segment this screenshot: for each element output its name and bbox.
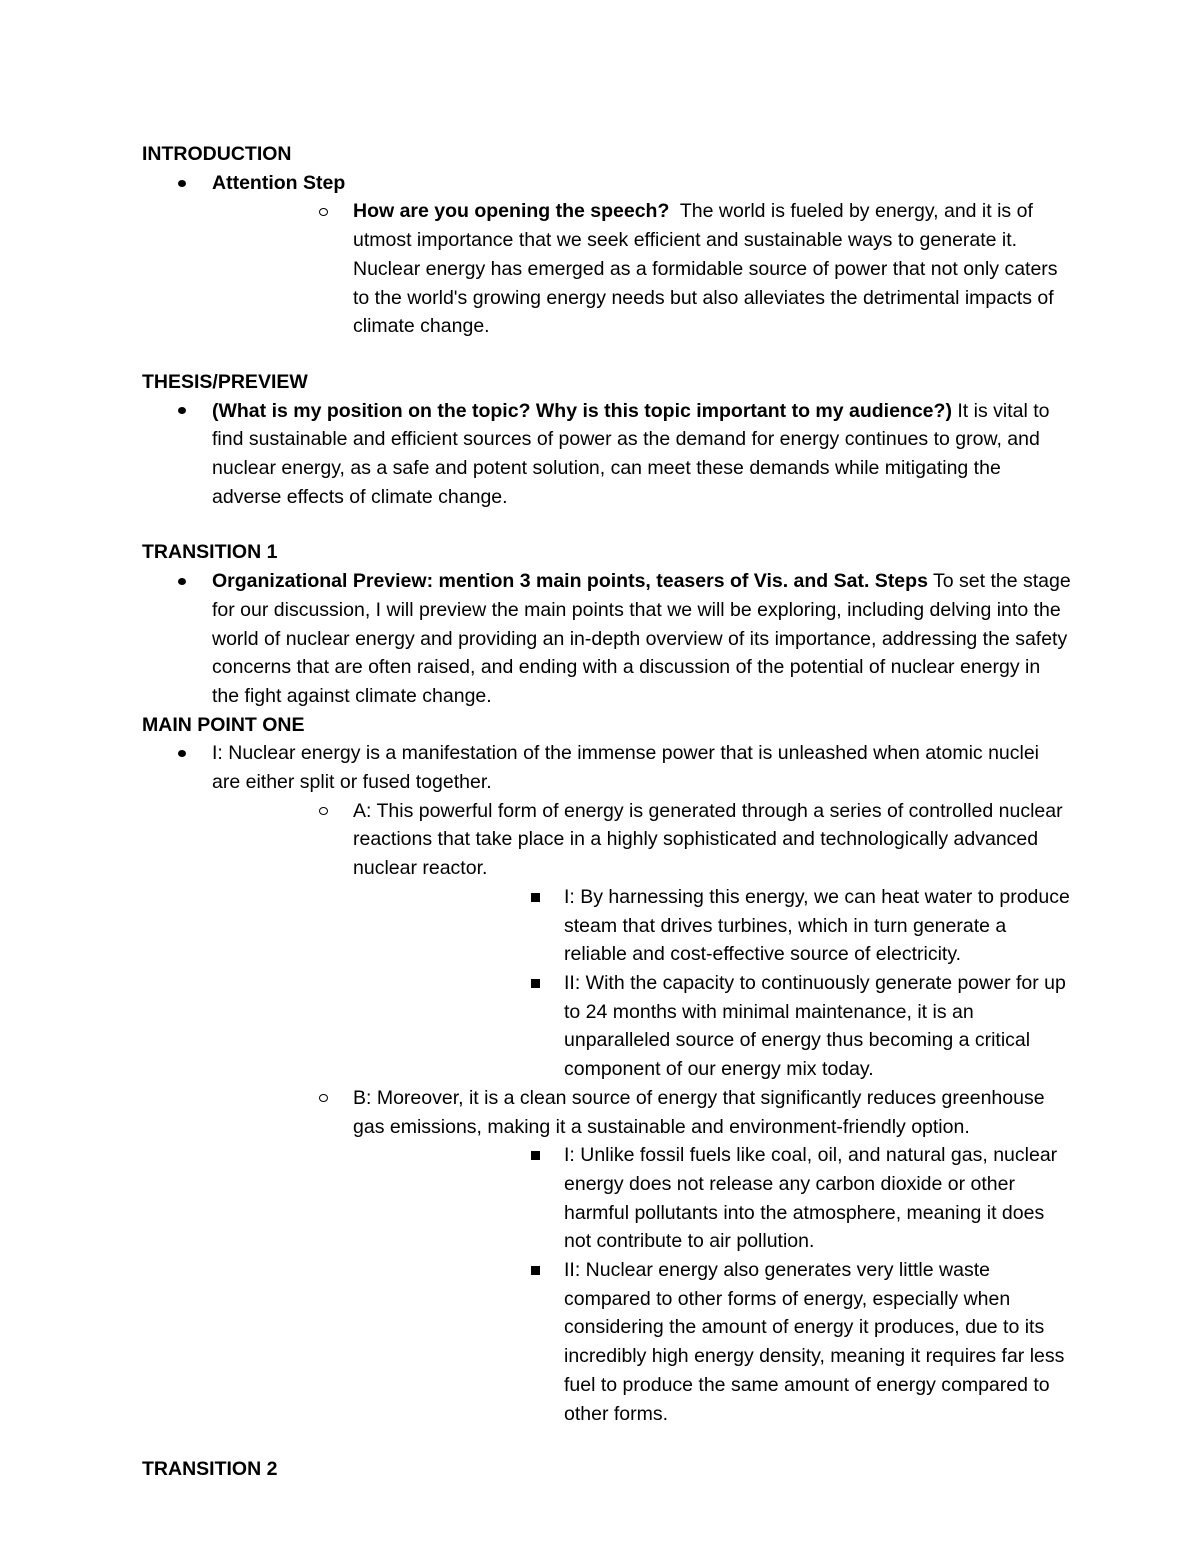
- sub-point-b: [212, 1084, 1072, 1428]
- attention-step-detail: [212, 197, 1072, 341]
- bullet-square-icon: [528, 1256, 542, 1285]
- bullet-square-icon: [528, 969, 542, 998]
- sub-point-a: [212, 797, 1072, 1084]
- document-page: [142, 140, 1072, 1484]
- main-point-one-text: I: Nuclear energy is a manifestation of the immense power that is unleashed when atomic nuclei are either split or fused together.: [212, 742, 1040, 794]
- main-point-one-heading: MAIN POINT ONE: [142, 713, 305, 736]
- attention-step-text: The world is fueled by energy, and it is of utmost importance that we seek efficient and sustainable ways to generate it. Nuclear energy has emerged as a formidable source of power that not only caters to the world's growing energy needs but also alleviates the detrimental impacts of climate change.: [353, 200, 1058, 338]
- sub-point-b-item-2-text: II: Nuclear energy also generates very little waste compared to other forms of energy, especially when considering the amount of energy it produces, due to its incredibly high energy density, meaning it requires far less fuel to produce the same amount of energy compared to other forms.: [564, 1259, 1065, 1425]
- thesis-item: [142, 397, 1072, 512]
- thesis-list: [142, 397, 1072, 512]
- introduction-list: [142, 169, 1072, 341]
- main-point-one-item: [142, 739, 1072, 1428]
- sub-point-a-item-2-text: II: With the capacity to continuously generate power for up to 24 months with minimal maintenance, it is an unparalleled source of energy thus becoming a critical component of our energy mix today.: [564, 971, 1066, 1081]
- bullet-dot-icon: [175, 169, 189, 198]
- attention-step-prompt: How are you opening the speech?: [353, 200, 670, 223]
- transition1-prompt: Organizational Preview: mention 3 main points, teasers of Vis. and Sat. Steps: [212, 570, 928, 593]
- sub-point-b-item-2: [353, 1256, 1072, 1428]
- attention-step-label: Attention Step: [212, 171, 346, 194]
- bullet-circle-icon: [316, 1084, 330, 1113]
- thesis-heading: THESIS/PREVIEW: [142, 370, 308, 393]
- transition1-heading: TRANSITION 1: [142, 541, 278, 564]
- bullet-circle-icon: [316, 797, 330, 826]
- bullet-square-icon: [528, 883, 542, 912]
- thesis-text: It is vital to find sustainable and efficient sources of power as the demand for energy continues to grow, and nuclear energy, as a safe and potent solution, can meet these demands while mitigating the adverse effects of climate change.: [212, 399, 1050, 508]
- sub-point-b-item-1-text: I: Unlike fossil fuels like coal, oil, and natural gas, nuclear energy does not release any carbon dioxide or other harmful pollutants into the atmosphere, meaning it does not contribute to air pollution.: [564, 1144, 1058, 1253]
- transition2-heading: TRANSITION 2: [142, 1458, 278, 1481]
- sub-point-b-item-1: [353, 1141, 1072, 1256]
- transition1-list: [142, 567, 1072, 711]
- transition1-item: [142, 567, 1072, 711]
- attention-step-item: [142, 169, 1072, 341]
- sub-point-a-item-2: [353, 969, 1072, 1084]
- thesis-prompt: (What is my position on the topic? Why is this topic important to my audience?): [212, 399, 952, 422]
- introduction-heading: INTRODUCTION: [142, 143, 292, 165]
- main-point-one-list: [142, 739, 1072, 1428]
- bullet-square-icon: [528, 1141, 542, 1170]
- sub-point-a-item-1: [353, 883, 1072, 969]
- bullet-dot-icon: [175, 397, 189, 426]
- sub-point-a-text: A: This powerful form of energy is generated through a series of controlled nuclear reactions that take place in a highly sophisticated and technologically advanced nuclear reactor.: [353, 799, 1063, 880]
- sub-point-a-item-1-text: I: By harnessing this energy, we can heat water to produce steam that drives turbines, which in turn generate a reliable and cost-effective source of electricity.: [564, 885, 1070, 966]
- bullet-dot-icon: [175, 567, 189, 596]
- transition1-text: To set the stage for our discussion, I will preview the main points that we will be exploring, including delving into the world of nuclear energy and providing an in-depth overview of its importance, addressing the safety concerns that are often raised, and ending with a discussion of the potential of nuclear energy in the fight against climate change.: [212, 570, 1071, 707]
- bullet-circle-icon: [316, 197, 330, 226]
- sub-point-b-text: B: Moreover, it is a clean source of energy that significantly reduces greenhouse gas emissions, making it a sustainable and environment-friendly option.: [353, 1086, 1045, 1138]
- bullet-dot-icon: [175, 739, 189, 768]
